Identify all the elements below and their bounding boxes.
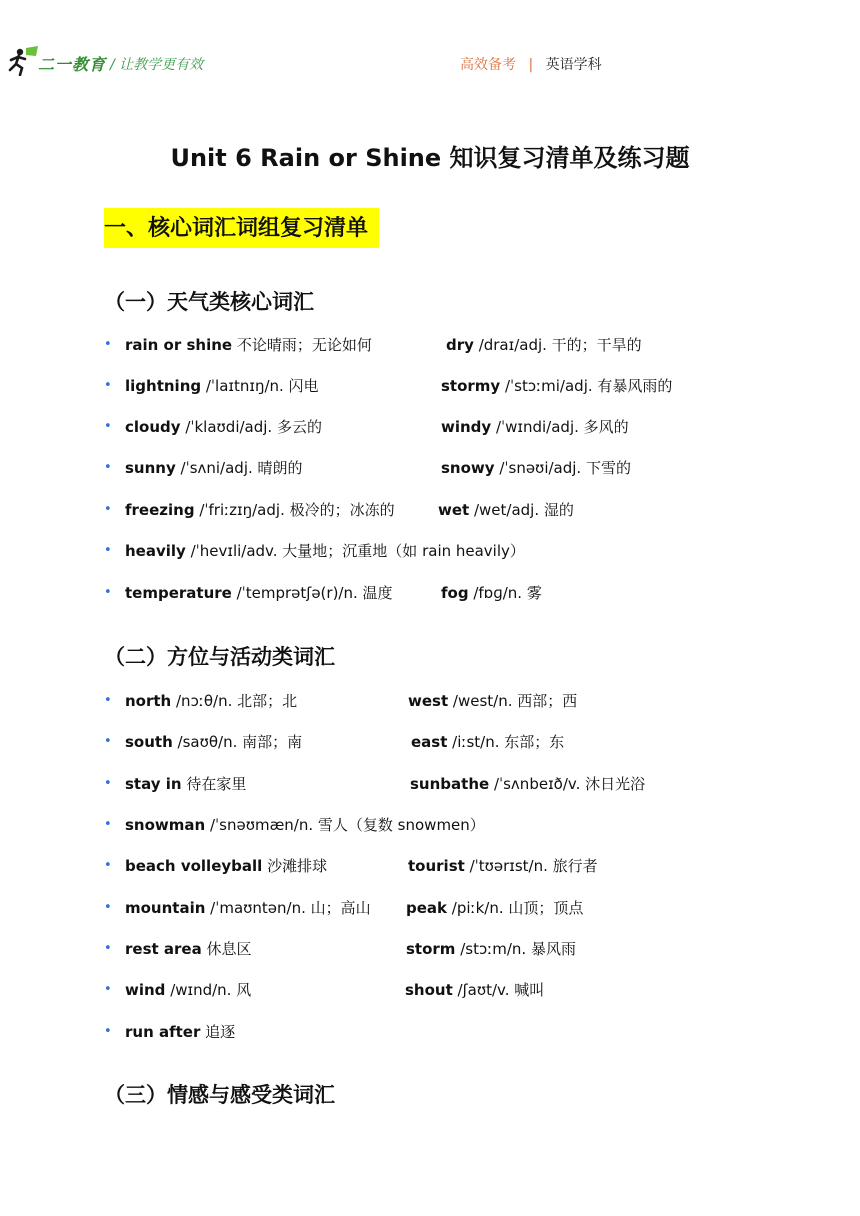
list-item (0, 582, 860, 604)
bullet-icon: • (104, 900, 112, 915)
word: lightning (125, 377, 202, 395)
word: west (408, 692, 449, 710)
brand-name: 二一教育 (38, 55, 107, 74)
word: storm (406, 940, 456, 958)
bullet-icon: • (104, 585, 112, 600)
definition: /ˈlaɪtnɪŋ/n. 闪电 (201, 377, 319, 395)
word: rain or shine (125, 336, 233, 354)
subsection-heading-weather: （一）天气类核心词汇 (104, 290, 314, 314)
definition: /fɒɡ/n. 雾 (468, 584, 542, 602)
definition: 沙滩排球 (262, 857, 328, 875)
word: wind (125, 981, 166, 999)
subsection-heading-emotion: （三）情感与感受类词汇 (104, 1083, 335, 1107)
definition: 休息区 (201, 940, 252, 958)
definition: /ˈtʊərɪst/n. 旅行者 (464, 857, 598, 875)
bullet-icon: • (104, 858, 112, 873)
word: sunbathe (410, 775, 490, 793)
definition: 追逐 (200, 1023, 236, 1041)
word: beach volleyball (125, 857, 263, 875)
definition: 待在家里 (181, 775, 247, 793)
word: fog (441, 584, 469, 602)
list-item (0, 1021, 860, 1043)
word: stay in (125, 775, 182, 793)
definition: /piːk/n. 山顶；顶点 (447, 899, 584, 917)
word: sunny (125, 459, 176, 477)
list-item (0, 855, 860, 877)
definition: /ˈtemprətʃə(r)/n. 温度 (231, 584, 393, 602)
bullet-icon: • (104, 337, 112, 352)
bullet-icon: • (104, 941, 112, 956)
bullet-icon: • (104, 460, 112, 475)
list-item (0, 814, 860, 836)
word: north (125, 692, 172, 710)
bullet-icon: • (104, 982, 112, 997)
word: stormy (441, 377, 501, 395)
exam-label: 高效备考 (460, 57, 516, 73)
list-item (0, 731, 860, 753)
word: windy (441, 418, 492, 436)
word: south (125, 733, 173, 751)
definition: /wɪnd/n. 风 (165, 981, 252, 999)
word: peak (406, 899, 448, 917)
brand-slogan: / 让教学更有效 (110, 57, 204, 73)
word: snowman (125, 816, 206, 834)
definition: /ʃaʊt/v. 喊叫 (452, 981, 545, 999)
bullet-icon: • (104, 776, 112, 791)
definition: /ˈklaʊdi/adj. 多云的 (180, 418, 322, 436)
word: snowy (441, 459, 495, 477)
bullet-icon: • (104, 419, 112, 434)
bullet-icon: • (104, 378, 112, 393)
definition: /ˈsnəʊi/adj. 下雪的 (494, 459, 631, 477)
bullet-icon: • (104, 693, 112, 708)
subject-label: 英语学科 (545, 57, 602, 73)
header-separator: | (528, 57, 534, 73)
header-right (460, 54, 602, 74)
word: mountain (125, 899, 206, 917)
runner-logo-icon (6, 44, 40, 76)
definition: /stɔːm/n. 暴风雨 (455, 940, 576, 958)
definition: /ˈsnəʊmæn/n. 雪人（复数 snowmen） (205, 816, 485, 834)
section-heading-core-vocab: 一、核心词汇词组复习清单 (104, 208, 379, 248)
word: rest area (125, 940, 202, 958)
page-header (0, 0, 860, 100)
list-item (0, 979, 860, 1001)
definition: /nɔːθ/n. 北部；北 (171, 692, 298, 710)
word: east (411, 733, 448, 751)
definition: /draɪ/adj. 干的；干旱的 (473, 336, 642, 354)
bullet-icon: • (104, 1024, 112, 1039)
word: freezing (125, 501, 195, 519)
bullet-icon: • (104, 543, 112, 558)
word: shout (405, 981, 453, 999)
bullet-icon: • (104, 734, 112, 749)
definition: /west/n. 西部；西 (448, 692, 578, 710)
definition: /ˈstɔːmi/adj. 有暴风雨的 (500, 377, 673, 395)
word: dry (446, 336, 474, 354)
definition: /ˈsʌnbeɪð/v. 沐日光浴 (489, 775, 646, 793)
page-title: Unit 6 Rain or Shine 知识复习清单及练习题 (170, 144, 690, 172)
definition: /ˈwɪndi/adj. 多风的 (491, 418, 629, 436)
subsection-heading-direction-activity: （二）方位与活动类词汇 (104, 645, 335, 669)
word: heavily (125, 542, 186, 560)
definition: /wet/adj. 湿的 (469, 501, 574, 519)
list-item (0, 416, 860, 438)
word: wet (438, 501, 470, 519)
list-item (0, 897, 860, 919)
word: tourist (408, 857, 465, 875)
word: temperature (125, 584, 232, 602)
bullet-icon: • (104, 502, 112, 517)
list-item (0, 457, 860, 479)
list-item (0, 540, 860, 562)
definition: /ˈhevɪli/adv. 大量地；沉重地（如 rain heavily） (185, 542, 525, 560)
definition: /iːst/n. 东部；东 (447, 733, 565, 751)
bullet-icon: • (104, 817, 112, 832)
word: run after (125, 1023, 201, 1041)
list-item (0, 499, 860, 521)
definition: /ˈsʌni/adj. 晴朗的 (175, 459, 303, 477)
definition: 不论晴雨；无论如何 (232, 336, 372, 354)
list-item (0, 773, 860, 795)
word: cloudy (125, 418, 181, 436)
list-item (0, 334, 860, 356)
list-item (0, 375, 860, 397)
list-item (0, 690, 860, 712)
definition: /ˈmaʊntən/n. 山；高山 (205, 899, 371, 917)
definition: /ˈfriːzɪŋ/adj. 极冷的；冰冻的 (194, 501, 395, 519)
definition: /saʊθ/n. 南部；南 (172, 733, 303, 751)
list-item (0, 938, 860, 960)
